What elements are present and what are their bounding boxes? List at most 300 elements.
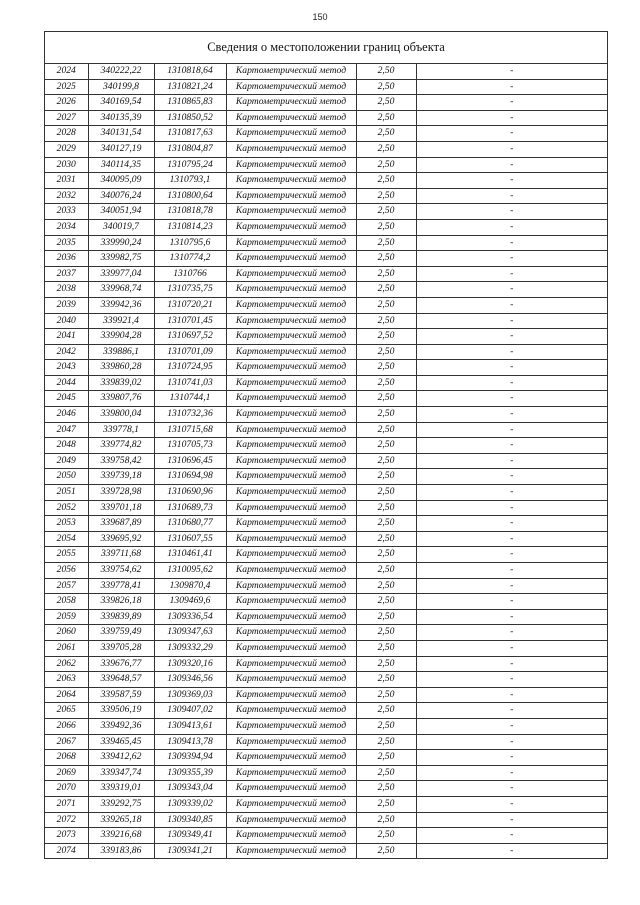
table-row [45, 360, 607, 376]
accuracy-cell: 2,50 [356, 672, 416, 688]
note-cell: - [416, 750, 607, 766]
point-number-cell: 2061 [45, 640, 88, 656]
y-coordinate-cell: 1310821,24 [154, 79, 226, 95]
note-cell: - [416, 516, 607, 532]
note-cell: - [416, 64, 607, 79]
note-cell: - [416, 110, 607, 126]
x-coordinate-cell: 339774,82 [88, 438, 154, 454]
accuracy-cell: 2,50 [356, 703, 416, 719]
table-row [45, 828, 607, 844]
note-cell: - [416, 640, 607, 656]
y-coordinate-cell: 1310795,6 [154, 235, 226, 251]
method-cell: Картометрический метод [226, 79, 356, 95]
method-cell: Картометрический метод [226, 469, 356, 485]
method-cell: Картометрический метод [226, 734, 356, 750]
point-number-cell: 2048 [45, 438, 88, 454]
y-coordinate-cell: 1310694,98 [154, 469, 226, 485]
y-coordinate-cell: 1310800,64 [154, 188, 226, 204]
table-row [45, 375, 607, 391]
point-number-cell: 2044 [45, 375, 88, 391]
x-coordinate-cell: 339292,75 [88, 796, 154, 812]
note-cell: - [416, 765, 607, 781]
table-row [45, 625, 607, 641]
method-cell: Картометрический метод [226, 344, 356, 360]
y-coordinate-cell: 1310804,87 [154, 141, 226, 157]
method-cell: Картометрический метод [226, 547, 356, 563]
point-number-cell: 2050 [45, 469, 88, 485]
point-number-cell: 2036 [45, 251, 88, 267]
method-cell: Картометрический метод [226, 219, 356, 235]
point-number-cell: 2030 [45, 157, 88, 173]
note-cell: - [416, 796, 607, 812]
note-cell: - [416, 251, 607, 267]
y-coordinate-cell: 1309332,29 [154, 640, 226, 656]
point-number-cell: 2024 [45, 64, 88, 79]
method-cell: Картометрический метод [226, 110, 356, 126]
accuracy-cell: 2,50 [356, 173, 416, 189]
y-coordinate-cell: 1310715,68 [154, 422, 226, 438]
table-row [45, 219, 607, 235]
method-cell: Картометрический метод [226, 422, 356, 438]
table-row [45, 313, 607, 329]
note-cell: - [416, 531, 607, 547]
table-row [45, 188, 607, 204]
method-cell: Картометрический метод [226, 609, 356, 625]
page-number: 150 [312, 12, 328, 22]
method-cell: Картометрический метод [226, 796, 356, 812]
note-cell: - [416, 718, 607, 734]
method-cell: Картометрический метод [226, 718, 356, 734]
y-coordinate-cell: 1310774,2 [154, 251, 226, 267]
y-coordinate-cell: 1310865,83 [154, 95, 226, 111]
accuracy-cell: 2,50 [356, 781, 416, 797]
y-coordinate-cell: 1309349,41 [154, 828, 226, 844]
method-cell: Картометрический метод [226, 703, 356, 719]
accuracy-cell: 2,50 [356, 563, 416, 579]
note-cell: - [416, 407, 607, 423]
y-coordinate-cell: 1310814,23 [154, 219, 226, 235]
y-coordinate-cell: 1310607,55 [154, 531, 226, 547]
y-coordinate-cell: 1310850,52 [154, 110, 226, 126]
point-number-cell: 2057 [45, 578, 88, 594]
accuracy-cell: 2,50 [356, 828, 416, 844]
method-cell: Картометрический метод [226, 578, 356, 594]
table-row [45, 235, 607, 251]
y-coordinate-cell: 1309346,56 [154, 672, 226, 688]
accuracy-cell: 2,50 [356, 547, 416, 563]
table-row [45, 251, 607, 267]
table-row [45, 734, 607, 750]
accuracy-cell: 2,50 [356, 391, 416, 407]
note-cell: - [416, 703, 607, 719]
x-coordinate-cell: 340051,94 [88, 204, 154, 220]
accuracy-cell: 2,50 [356, 141, 416, 157]
y-coordinate-cell: 1310818,78 [154, 204, 226, 220]
x-coordinate-cell: 339587,59 [88, 687, 154, 703]
point-number-cell: 2042 [45, 344, 88, 360]
x-coordinate-cell: 340076,24 [88, 188, 154, 204]
x-coordinate-cell: 339728,98 [88, 485, 154, 501]
point-number-cell: 2062 [45, 656, 88, 672]
x-coordinate-cell: 339886,1 [88, 344, 154, 360]
x-coordinate-cell: 339676,77 [88, 656, 154, 672]
point-number-cell: 2043 [45, 360, 88, 376]
x-coordinate-cell: 339319,01 [88, 781, 154, 797]
y-coordinate-cell: 1309341,21 [154, 843, 226, 858]
table-row [45, 297, 607, 313]
point-number-cell: 2045 [45, 391, 88, 407]
y-coordinate-cell: 1310795,24 [154, 157, 226, 173]
table-row [45, 640, 607, 656]
method-cell: Картометрический метод [226, 375, 356, 391]
table-row [45, 204, 607, 220]
accuracy-cell: 2,50 [356, 453, 416, 469]
note-cell: - [416, 547, 607, 563]
point-number-cell: 2049 [45, 453, 88, 469]
accuracy-cell: 2,50 [356, 500, 416, 516]
x-coordinate-cell: 340169,54 [88, 95, 154, 111]
y-coordinate-cell: 1309340,85 [154, 812, 226, 828]
x-coordinate-cell: 339648,57 [88, 672, 154, 688]
coordinates-table-body [45, 64, 607, 858]
point-number-cell: 2071 [45, 796, 88, 812]
point-number-cell: 2041 [45, 329, 88, 345]
table-row [45, 141, 607, 157]
x-coordinate-cell: 339990,24 [88, 235, 154, 251]
note-cell: - [416, 422, 607, 438]
table-row [45, 110, 607, 126]
accuracy-cell: 2,50 [356, 157, 416, 173]
accuracy-cell: 2,50 [356, 251, 416, 267]
point-number-cell: 2064 [45, 687, 88, 703]
table-row [45, 765, 607, 781]
accuracy-cell: 2,50 [356, 796, 416, 812]
table-row [45, 95, 607, 111]
method-cell: Картометрический метод [226, 750, 356, 766]
note-cell: - [416, 173, 607, 189]
table-row [45, 500, 607, 516]
accuracy-cell: 2,50 [356, 734, 416, 750]
table-row [45, 578, 607, 594]
table-row [45, 672, 607, 688]
table-row [45, 547, 607, 563]
method-cell: Картометрический метод [226, 828, 356, 844]
x-coordinate-cell: 339921,4 [88, 313, 154, 329]
note-cell: - [416, 734, 607, 750]
x-coordinate-cell: 339860,28 [88, 360, 154, 376]
point-number-cell: 2053 [45, 516, 88, 532]
accuracy-cell: 2,50 [356, 375, 416, 391]
y-coordinate-cell: 1310689,73 [154, 500, 226, 516]
note-cell: - [416, 95, 607, 111]
point-number-cell: 2073 [45, 828, 88, 844]
x-coordinate-cell: 339968,74 [88, 282, 154, 298]
point-number-cell: 2031 [45, 173, 88, 189]
method-cell: Картометрический метод [226, 687, 356, 703]
accuracy-cell: 2,50 [356, 204, 416, 220]
y-coordinate-cell: 1309343,04 [154, 781, 226, 797]
point-number-cell: 2040 [45, 313, 88, 329]
x-coordinate-cell: 339506,19 [88, 703, 154, 719]
x-coordinate-cell: 340095,09 [88, 173, 154, 189]
method-cell: Картометрический метод [226, 656, 356, 672]
method-cell: Картометрический метод [226, 563, 356, 579]
table-row [45, 609, 607, 625]
point-number-cell: 2056 [45, 563, 88, 579]
x-coordinate-cell: 340135,39 [88, 110, 154, 126]
accuracy-cell: 2,50 [356, 407, 416, 423]
point-number-cell: 2025 [45, 79, 88, 95]
note-cell: - [416, 282, 607, 298]
point-number-cell: 2068 [45, 750, 88, 766]
point-number-cell: 2029 [45, 141, 88, 157]
x-coordinate-cell: 339687,89 [88, 516, 154, 532]
table-row [45, 344, 607, 360]
point-number-cell: 2070 [45, 781, 88, 797]
x-coordinate-cell: 339759,49 [88, 625, 154, 641]
method-cell: Картометрический метод [226, 282, 356, 298]
y-coordinate-cell: 1310705,73 [154, 438, 226, 454]
y-coordinate-cell: 1310690,96 [154, 485, 226, 501]
y-coordinate-cell: 1310741,03 [154, 375, 226, 391]
table-row [45, 64, 607, 79]
point-number-cell: 2074 [45, 843, 88, 858]
x-coordinate-cell: 339465,45 [88, 734, 154, 750]
x-coordinate-cell: 339826,18 [88, 594, 154, 610]
table-row [45, 703, 607, 719]
accuracy-cell: 2,50 [356, 843, 416, 858]
table-row [45, 750, 607, 766]
note-cell: - [416, 687, 607, 703]
note-cell: - [416, 391, 607, 407]
method-cell: Картометрический метод [226, 329, 356, 345]
y-coordinate-cell: 1310724,95 [154, 360, 226, 376]
accuracy-cell: 2,50 [356, 531, 416, 547]
x-coordinate-cell: 339982,75 [88, 251, 154, 267]
note-cell: - [416, 329, 607, 345]
table-row [45, 173, 607, 189]
accuracy-cell: 2,50 [356, 750, 416, 766]
note-cell: - [416, 609, 607, 625]
y-coordinate-cell: 1310095,62 [154, 563, 226, 579]
point-number-cell: 2034 [45, 219, 88, 235]
x-coordinate-cell: 339778,1 [88, 422, 154, 438]
y-coordinate-cell: 1309336,54 [154, 609, 226, 625]
method-cell: Картометрический метод [226, 640, 356, 656]
accuracy-cell: 2,50 [356, 578, 416, 594]
y-coordinate-cell: 1309413,78 [154, 734, 226, 750]
x-coordinate-cell: 339705,28 [88, 640, 154, 656]
note-cell: - [416, 126, 607, 142]
x-coordinate-cell: 339347,74 [88, 765, 154, 781]
note-cell: - [416, 578, 607, 594]
y-coordinate-cell: 1309339,02 [154, 796, 226, 812]
accuracy-cell: 2,50 [356, 126, 416, 142]
table-row [45, 796, 607, 812]
method-cell: Картометрический метод [226, 516, 356, 532]
table-row [45, 485, 607, 501]
note-cell: - [416, 781, 607, 797]
coordinates-table [45, 64, 607, 858]
method-cell: Картометрический метод [226, 188, 356, 204]
x-coordinate-cell: 340019,7 [88, 219, 154, 235]
point-number-cell: 2032 [45, 188, 88, 204]
method-cell: Картометрический метод [226, 672, 356, 688]
y-coordinate-cell: 1309413,61 [154, 718, 226, 734]
point-number-cell: 2060 [45, 625, 88, 641]
method-cell: Картометрический метод [226, 594, 356, 610]
table-row [45, 126, 607, 142]
method-cell: Картометрический метод [226, 95, 356, 111]
point-number-cell: 2027 [45, 110, 88, 126]
accuracy-cell: 2,50 [356, 360, 416, 376]
point-number-cell: 2055 [45, 547, 88, 563]
x-coordinate-cell: 340114,35 [88, 157, 154, 173]
boundary-sheet [44, 31, 608, 859]
method-cell: Картометрический метод [226, 781, 356, 797]
point-number-cell: 2058 [45, 594, 88, 610]
x-coordinate-cell: 339839,89 [88, 609, 154, 625]
point-number-cell: 2035 [45, 235, 88, 251]
accuracy-cell: 2,50 [356, 469, 416, 485]
table-row [45, 438, 607, 454]
method-cell: Картометрический метод [226, 453, 356, 469]
y-coordinate-cell: 1310701,09 [154, 344, 226, 360]
y-coordinate-cell: 1309355,39 [154, 765, 226, 781]
method-cell: Картометрический метод [226, 531, 356, 547]
x-coordinate-cell: 339800,04 [88, 407, 154, 423]
accuracy-cell: 2,50 [356, 656, 416, 672]
x-coordinate-cell: 339412,62 [88, 750, 154, 766]
method-cell: Картометрический метод [226, 126, 356, 142]
table-row [45, 407, 607, 423]
note-cell: - [416, 485, 607, 501]
y-coordinate-cell: 1310766 [154, 266, 226, 282]
x-coordinate-cell: 339492,36 [88, 718, 154, 734]
x-coordinate-cell: 339701,18 [88, 500, 154, 516]
section-title: Сведения о местоположении границ объекта [45, 32, 607, 64]
accuracy-cell: 2,50 [356, 297, 416, 313]
method-cell: Картометрический метод [226, 173, 356, 189]
y-coordinate-cell: 1309394,94 [154, 750, 226, 766]
y-coordinate-cell: 1310818,64 [154, 64, 226, 79]
x-coordinate-cell: 340199,8 [88, 79, 154, 95]
accuracy-cell: 2,50 [356, 282, 416, 298]
x-coordinate-cell: 339216,68 [88, 828, 154, 844]
accuracy-cell: 2,50 [356, 344, 416, 360]
x-coordinate-cell: 339265,18 [88, 812, 154, 828]
point-number-cell: 2033 [45, 204, 88, 220]
note-cell: - [416, 843, 607, 858]
accuracy-cell: 2,50 [356, 609, 416, 625]
table-row [45, 531, 607, 547]
point-number-cell: 2054 [45, 531, 88, 547]
point-number-cell: 2052 [45, 500, 88, 516]
method-cell: Картометрический метод [226, 812, 356, 828]
point-number-cell: 2063 [45, 672, 88, 688]
note-cell: - [416, 625, 607, 641]
x-coordinate-cell: 339711,68 [88, 547, 154, 563]
method-cell: Картометрический метод [226, 235, 356, 251]
x-coordinate-cell: 339754,62 [88, 563, 154, 579]
note-cell: - [416, 469, 607, 485]
point-number-cell: 2051 [45, 485, 88, 501]
accuracy-cell: 2,50 [356, 812, 416, 828]
x-coordinate-cell: 339778,41 [88, 578, 154, 594]
method-cell: Картометрический метод [226, 64, 356, 79]
y-coordinate-cell: 1310732,36 [154, 407, 226, 423]
table-row [45, 563, 607, 579]
method-cell: Картометрический метод [226, 625, 356, 641]
method-cell: Картометрический метод [226, 360, 356, 376]
note-cell: - [416, 188, 607, 204]
x-coordinate-cell: 339183,86 [88, 843, 154, 858]
method-cell: Картометрический метод [226, 500, 356, 516]
accuracy-cell: 2,50 [356, 640, 416, 656]
note-cell: - [416, 297, 607, 313]
point-number-cell: 2067 [45, 734, 88, 750]
note-cell: - [416, 656, 607, 672]
method-cell: Картометрический метод [226, 438, 356, 454]
point-number-cell: 2072 [45, 812, 88, 828]
x-coordinate-cell: 339977,04 [88, 266, 154, 282]
accuracy-cell: 2,50 [356, 95, 416, 111]
note-cell: - [416, 157, 607, 173]
table-row [45, 266, 607, 282]
note-cell: - [416, 563, 607, 579]
method-cell: Картометрический метод [226, 843, 356, 858]
note-cell: - [416, 375, 607, 391]
table-row [45, 329, 607, 345]
note-cell: - [416, 812, 607, 828]
note-cell: - [416, 438, 607, 454]
y-coordinate-cell: 1309347,63 [154, 625, 226, 641]
point-number-cell: 2069 [45, 765, 88, 781]
x-coordinate-cell: 340131,54 [88, 126, 154, 142]
accuracy-cell: 2,50 [356, 625, 416, 641]
y-coordinate-cell: 1309320,16 [154, 656, 226, 672]
method-cell: Картометрический метод [226, 765, 356, 781]
method-cell: Картометрический метод [226, 141, 356, 157]
table-row [45, 843, 607, 858]
accuracy-cell: 2,50 [356, 438, 416, 454]
accuracy-cell: 2,50 [356, 266, 416, 282]
note-cell: - [416, 672, 607, 688]
x-coordinate-cell: 339942,36 [88, 297, 154, 313]
method-cell: Картометрический метод [226, 251, 356, 267]
x-coordinate-cell: 339695,92 [88, 531, 154, 547]
y-coordinate-cell: 1310696,45 [154, 453, 226, 469]
table-row [45, 687, 607, 703]
point-number-cell: 2026 [45, 95, 88, 111]
table-row [45, 469, 607, 485]
accuracy-cell: 2,50 [356, 516, 416, 532]
table-row [45, 453, 607, 469]
note-cell: - [416, 313, 607, 329]
note-cell: - [416, 828, 607, 844]
point-number-cell: 2028 [45, 126, 88, 142]
point-number-cell: 2059 [45, 609, 88, 625]
method-cell: Картометрический метод [226, 297, 356, 313]
accuracy-cell: 2,50 [356, 687, 416, 703]
note-cell: - [416, 79, 607, 95]
y-coordinate-cell: 1309369,03 [154, 687, 226, 703]
accuracy-cell: 2,50 [356, 219, 416, 235]
point-number-cell: 2046 [45, 407, 88, 423]
table-row [45, 656, 607, 672]
table-row [45, 594, 607, 610]
y-coordinate-cell: 1309469,6 [154, 594, 226, 610]
